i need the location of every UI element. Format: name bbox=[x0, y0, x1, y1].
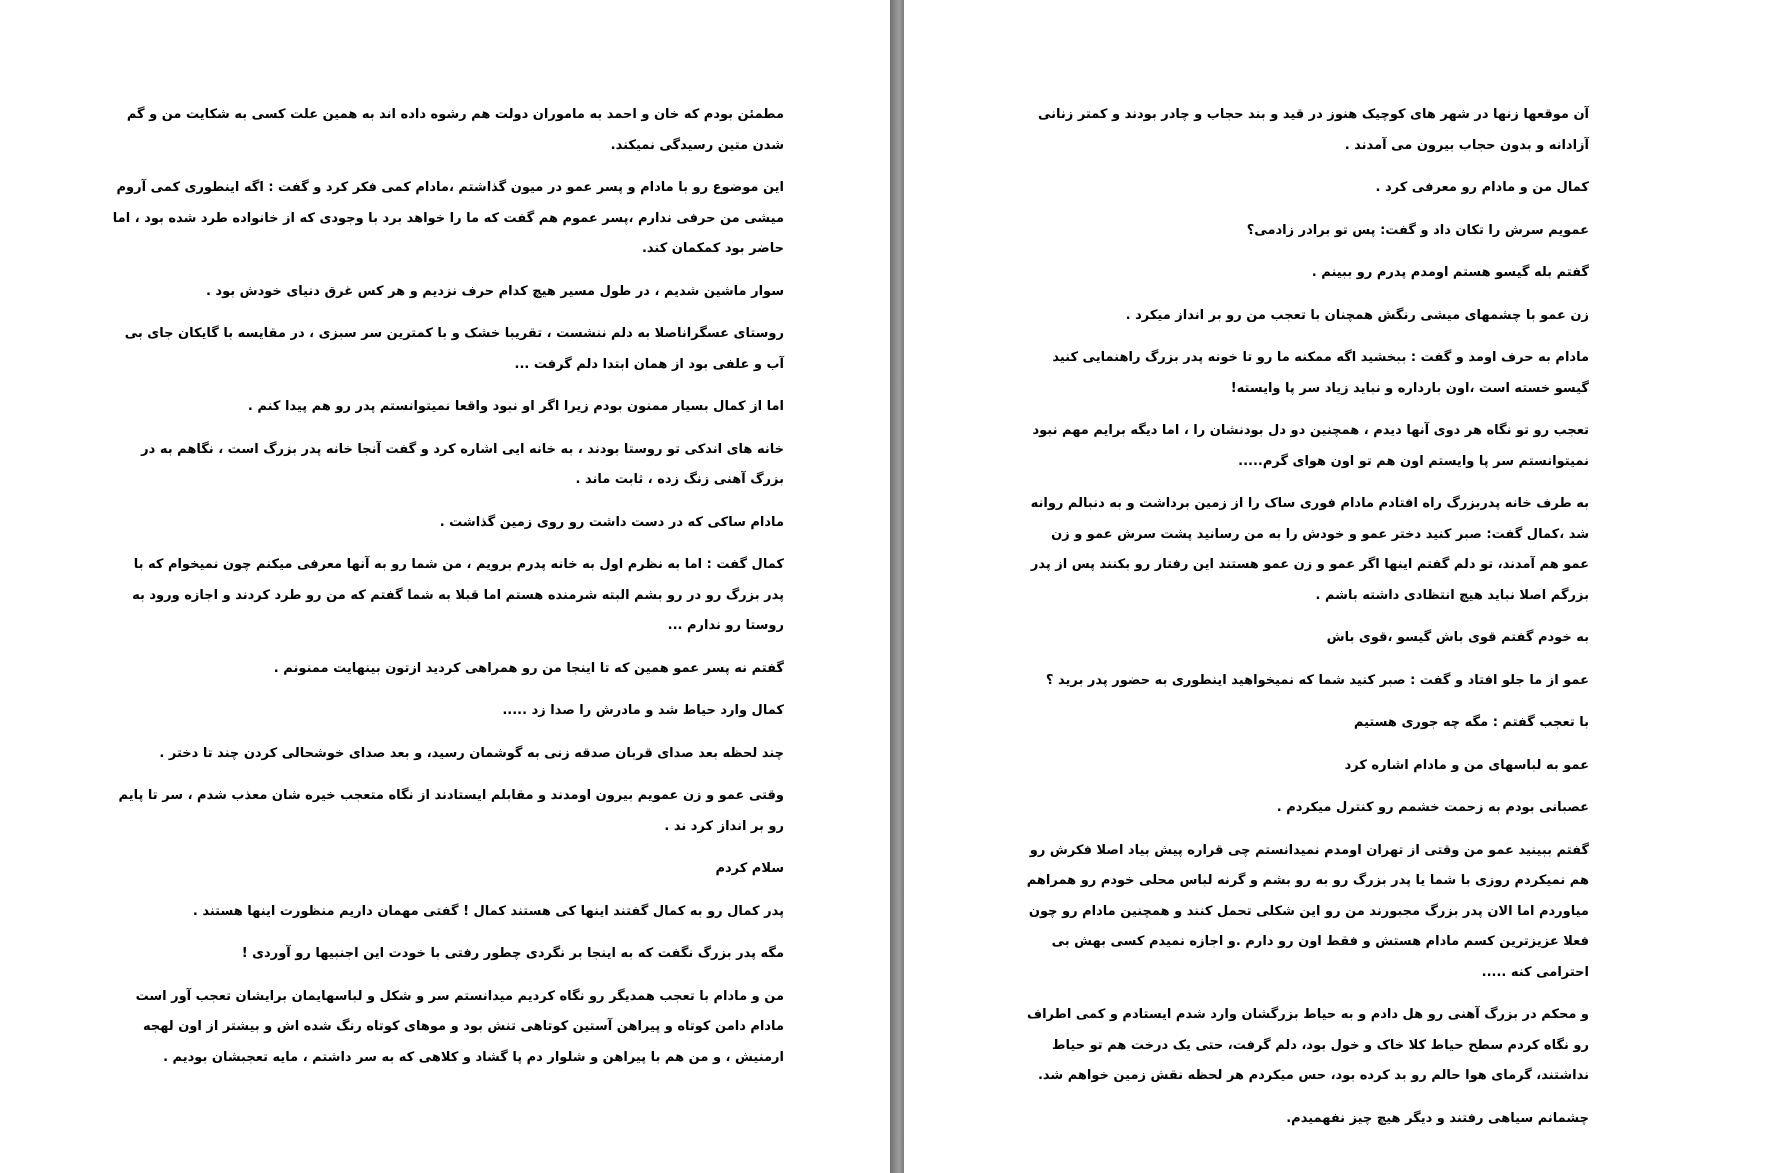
paragraph: گفتم ببینید عمو من وقتی از تهران اومدم نمیدانستم چی قراره پیش بیاد اصلا فکرش رو هم نمیکردم روزی با شما یا پدر بزرگ رو به رو بشم و گرنه لباس محلی خودم رو همراهم میاوردم اما الان پدر بزرگ مجبورند من رو این شکلی تحمل کنند و همچنین مادام رو چون فعلا عزیزترین کسم مادام هستش و فقط اون رو دارم .و اجازه نمیدم کسی بهش بی احترامی کنه ..... bbox=[1026, 842, 1589, 980]
paragraph: من و مادام با تعجب همدیگر رو نگاه کردیم میدانستم سر و شکل و لباسهایمان برایشان تعجب آور است مادام دامن کوتاه و پیراهن آستین کوتاهی تنش بود و موهای کوتاه رنگ شده اش و بیشتر از اون لهجه ارمنیش ، و من هم با پیراهن و شلوار دم پا گشاد و کلاهی که به سر داشتم ، مایه تعجبشان بودیم . bbox=[135, 988, 784, 1065]
paragraph: با تعجب گفتم : مگه چه جوری هستیم bbox=[1353, 715, 1589, 730]
left-page bbox=[0, 0, 890, 1173]
paragraph: مگه پدر بزرگ نگفت که به اینجا بر نگردی چطور رفتی با خودت این اجنبیها رو آوردی ! bbox=[241, 946, 784, 961]
paragraph: کمال من و مادام رو معرفی کرد . bbox=[1375, 180, 1589, 195]
paragraph: عمویم سرش را تکان داد و گفت: پس تو برادر زادمی؟ bbox=[1246, 222, 1589, 238]
paragraph: چند لحظه بعد صدای قربان صدقه زنی به گوشمان رسید، و بعد صدای خوشحالی کردن چند تا دختر . bbox=[159, 745, 784, 761]
paragraph: مطمئن بودم که خان و احمد به ماموران دولت هم رشوه داده اند به همین علت کسی به شکایت من و گم شدن متین رسیدگی نمیکند. bbox=[126, 107, 784, 153]
paragraph: مادام به حرف اومد و گفت : ببخشید اگه ممکنه ما رو تا خونه پدر بزرگ راهنمایی کنید گیسو خسته است ،اون بارداره و نباید زیاد سر پا وایسته! bbox=[1052, 350, 1589, 396]
paragraph: عمو به لباسهای من و مادام اشاره کرد bbox=[1344, 757, 1589, 773]
paragraph: عصبانی بودم به زحمت خشمم رو کنترل میکردم . bbox=[1276, 800, 1589, 815]
paragraph: سلام کردم bbox=[715, 861, 784, 876]
paragraph: به طرف خانه پدربزرگ راه افتادم مادام فوری ساک را از زمین برداشت و به دنبالم روانه شد ،کمال گفت: صبر کنید دختر عمو و خودش را به من رسانید پشت سرش عمو و زن عمو هم آمدند، تو دلم گفتم اینها اگر عمو و زن عمو هستند این رفتار رو بکنند پس از پدر بزرگم اصلا نباید هیچ انتظادی داشته باشم . bbox=[1030, 496, 1589, 603]
paragraph: مادام ساکی که در دست داشت رو روی زمین گذاشت . bbox=[439, 514, 784, 530]
paragraph: چشمانم سیاهی رفتند و دیگر هیچ چیز نفهمیدم. bbox=[1286, 1110, 1589, 1126]
paragraph: اما از کمال بسیار ممنون بودم زیرا اگر او نبود واقعا نمیتوانستم پدر رو هم پیدا کنم . bbox=[247, 399, 784, 414]
paragraph: به خودم گفتم قوی باش گیسو ،قوی باش bbox=[1326, 630, 1589, 645]
paragraph: این موضوع رو با مادام و پسر عمو در میون گذاشتم ،مادام کمی فکر کرد و گفت : اگه اینطوری کمی آروم میشی من حرفی ندارم ،پسر عموم هم گفت که ما را خواهد برد با وجودی که از خانواده طرد شده بود ، اما حاضر بود کمکمان کند. bbox=[112, 180, 784, 256]
right-page-text bbox=[1022, 100, 1589, 1146]
left-page-text bbox=[112, 100, 784, 1085]
paragraph: آن موقعها زنها در شهر های کوچیک هنوز در قید و بند حجاب و چادر بودند و کمتر زنانی آزادانه و بدون حجاب بیرون می آمدند . bbox=[1038, 107, 1589, 153]
page-gutter bbox=[890, 0, 904, 1173]
paragraph: گفتم نه پسر عمو همین که تا اینجا من رو همراهی کردید ازتون بینهایت ممنونم . bbox=[273, 660, 784, 676]
paragraph: وقتی عمو و زن عمویم بیرون اومدند و مقابلم ایستادند از نگاه متعجب خیره شان معذب شدم ، سر تا پایم رو بر انداز کرد ند . bbox=[118, 788, 784, 834]
right-page bbox=[904, 0, 1789, 1173]
paragraph: روستای عسگراناصلا به دلم ننشست ، تقریبا خشک و با کمترین سر سبزی ، در مقایسه با گایکان جای بی آب و علفی بود از همان ابتدا دلم گرفت ... bbox=[124, 326, 784, 372]
paragraph: خانه های اندکی تو روستا بودند ، به خانه ایی اشاره کرد و گفت آنجا خانه پدر بزرگ است ، نگاهم به در بزرگ آهنی زنگ زده ، ثابت ماند . bbox=[141, 441, 784, 487]
paragraph: گفتم بله گیسو هستم اومدم پدرم رو ببینم . bbox=[1311, 265, 1589, 280]
paragraph: زن عمو با چشمهای میشی رنگش همچنان با تعجب من رو بر انداز میکرد . bbox=[1125, 307, 1589, 323]
paragraph: پدر کمال رو به کمال گفتند اینها کی هستند کمال ! گفتی مهمان داریم منظورت اینها هستند . bbox=[192, 903, 784, 919]
paragraph: کمال گفت : اما به نظرم اول به خانه پدرم برویم ، من شما رو به آنها معرفی میکنم چون نمیخوام که با پدر بزرگ رو در رو بشم البته شرمنده هستم اما قبلا به شما گفتم که من رو طرد کردند و اجازه ورود به روستا رو ندارم ... bbox=[132, 557, 784, 633]
paragraph: تعجب رو تو نگاه هر دوی آنها دیدم ، همچنین دو دل بودنشان را ، اما دیگه برایم مهم نبود نمیتوانستم سر پا وایستم اون هم تو اون هوای گرم..... bbox=[1032, 423, 1589, 469]
paragraph: کمال وارد حیاط شد و مادرش را صدا زد ..... bbox=[502, 703, 784, 718]
paragraph: عمو از ما جلو افتاد و گفت : صبر کنید شما که نمیخواهید اینطوری به حضور پدر برید ؟ bbox=[1045, 672, 1589, 688]
paragraph: و محکم در بزرگ آهنی رو هل دادم و به حیاط بزرگشان وارد شدم ایستادم و کمی اطراف رو نگاه کردم سطح حیاط کلا خاک و خول بود، دلم گرفت، حتی یک درخت هم تو حیاط نداشتند، گرمای هوا حالم رو بد کرده بود، حس میکردم هر لحظه نقش زمین خواهم شد. bbox=[1027, 1007, 1589, 1083]
paragraph: سوار ماشین شدیم ، در طول مسیر هیچ کدام حرف نزدیم و هر کس غرق دنیای خودش بود . bbox=[205, 283, 784, 299]
